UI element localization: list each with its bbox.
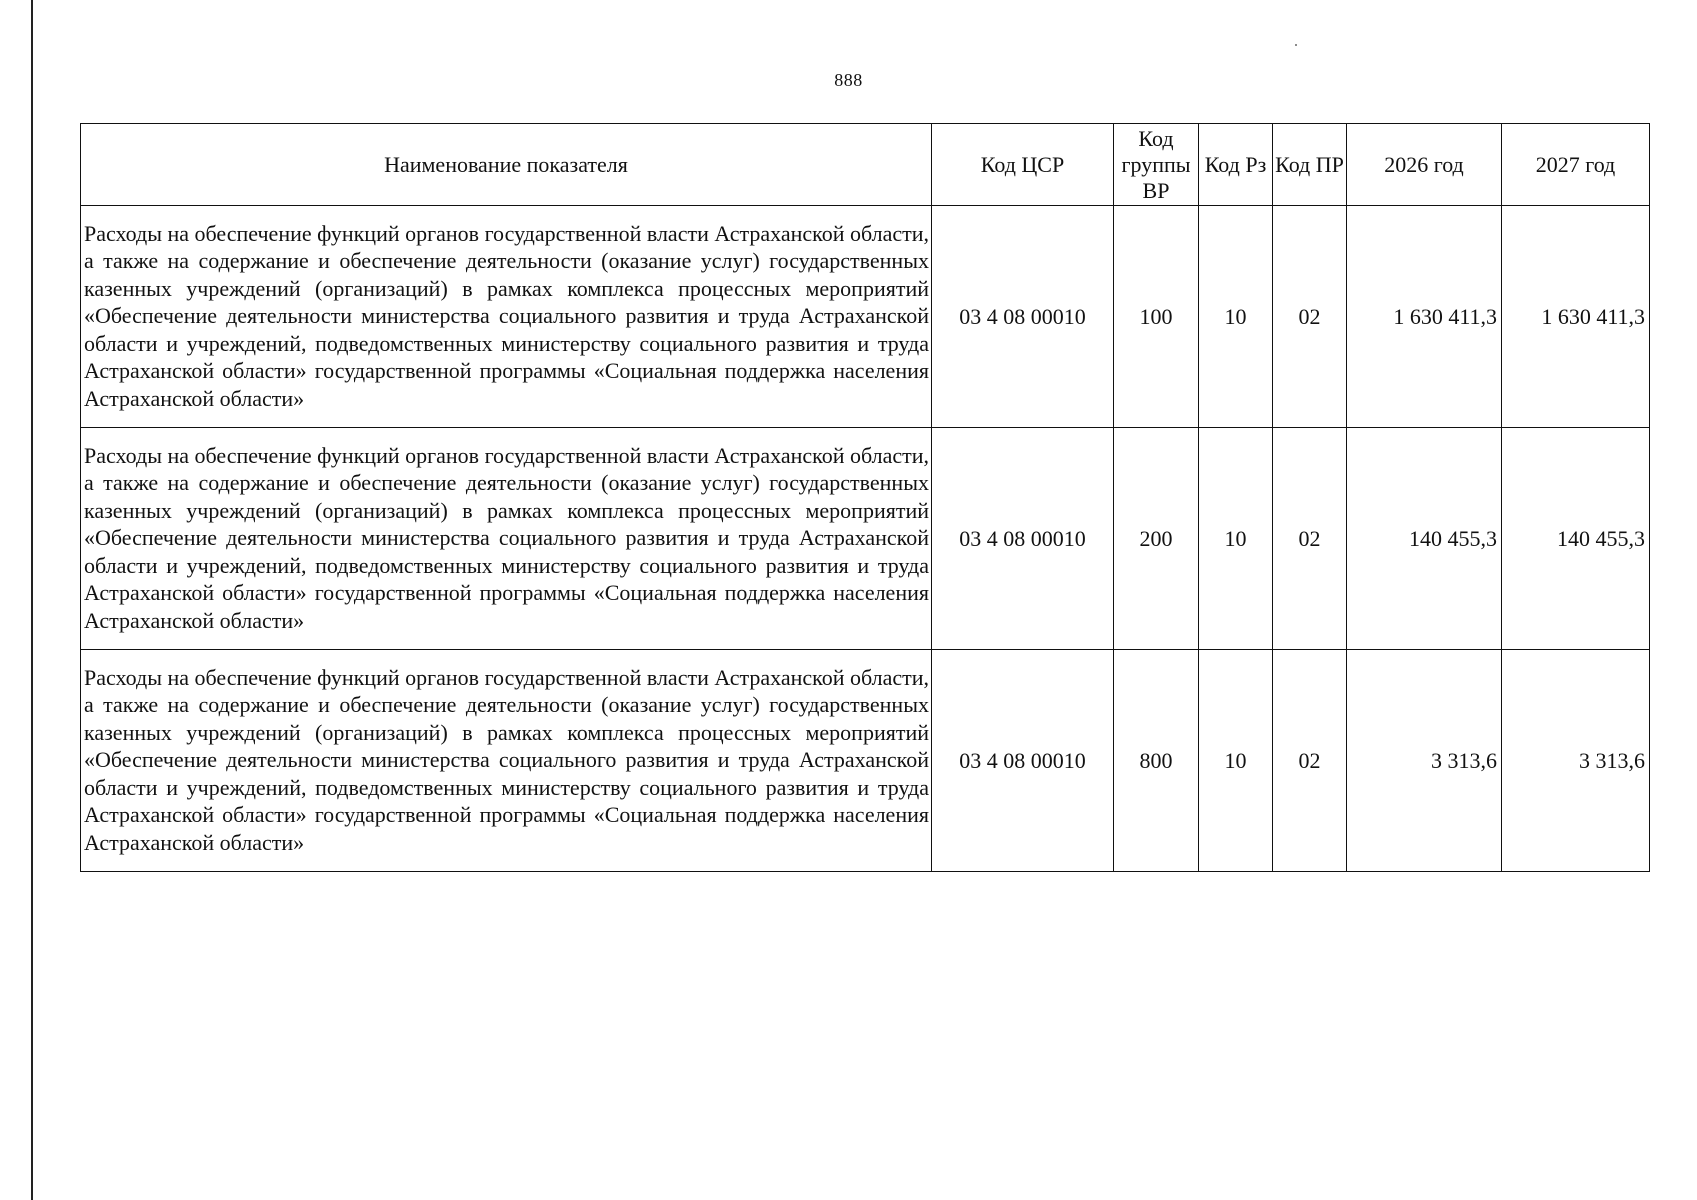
header-pr-code: Код ПР	[1273, 124, 1347, 206]
row-amount-2026: 3 313,6	[1347, 650, 1502, 872]
row-indicator-name: Расходы на обеспечение функций органов государственной власти Астраханской области, а также на содержание и обеспечение деятельности (оказание услуг) государственных казенных учреждений (организаций) в рамках комплекса процессных мероприятий «Обеспечение деятельности министерства социального развития и труда Астраханской области и учреждений, подведомственных министерству социального развития и труда Астраханской области» государственной программы «Социальная поддержка населения Астраханской области»	[81, 428, 932, 650]
table-header-row	[81, 124, 1650, 206]
row-csr-code: 03 4 08 00010	[932, 428, 1114, 650]
row-rz-code: 10	[1199, 428, 1273, 650]
budget-table	[80, 123, 1650, 872]
header-year-2026: 2026 год	[1347, 124, 1502, 206]
row-amount-2026: 140 455,3	[1347, 428, 1502, 650]
row-vr-code: 200	[1114, 428, 1199, 650]
row-vr-code: 100	[1114, 206, 1199, 428]
row-rz-code: 10	[1199, 650, 1273, 872]
row-rz-code: 10	[1199, 206, 1273, 428]
row-indicator-name: Расходы на обеспечение функций органов государственной власти Астраханской области, а также на содержание и обеспечение деятельности (оказание услуг) государственных казенных учреждений (организаций) в рамках комплекса процессных мероприятий «Обеспечение деятельности министерства социального развития и труда Астраханской области и учреждений, подведомственных министерству социального развития и труда Астраханской области» государственной программы «Социальная поддержка населения Астраханской области»	[81, 650, 932, 872]
row-pr-code: 02	[1273, 650, 1347, 872]
row-pr-code: 02	[1273, 428, 1347, 650]
header-csr-code: Код ЦСР	[932, 124, 1114, 206]
row-amount-2027: 140 455,3	[1502, 428, 1650, 650]
table-row	[81, 206, 1650, 428]
row-pr-code: 02	[1273, 206, 1347, 428]
row-amount-2027: 3 313,6	[1502, 650, 1650, 872]
header-rz-code: Код Рз	[1199, 124, 1273, 206]
row-csr-code: 03 4 08 00010	[932, 650, 1114, 872]
row-csr-code: 03 4 08 00010	[932, 206, 1114, 428]
scan-speck	[1295, 44, 1297, 46]
binding-margin-line	[31, 0, 33, 1200]
header-vr-group-code: Код группы ВР	[1114, 124, 1199, 206]
table-row	[81, 428, 1650, 650]
row-vr-code: 800	[1114, 650, 1199, 872]
row-indicator-name: Расходы на обеспечение функций органов государственной власти Астраханской области, а также на содержание и обеспечение деятельности (оказание услуг) государственных казенных учреждений (организаций) в рамках комплекса процессных мероприятий «Обеспечение деятельности министерства социального развития и труда Астраханской области и учреждений, подведомственных министерству социального развития и труда Астраханской области» государственной программы «Социальная поддержка населения Астраханской области»	[81, 206, 932, 428]
header-year-2027: 2027 год	[1502, 124, 1650, 206]
page-number: 888	[834, 70, 863, 90]
row-amount-2027: 1 630 411,3	[1502, 206, 1650, 428]
header-indicator-name: Наименование показателя	[81, 124, 932, 206]
table-row	[81, 650, 1650, 872]
row-amount-2026: 1 630 411,3	[1347, 206, 1502, 428]
